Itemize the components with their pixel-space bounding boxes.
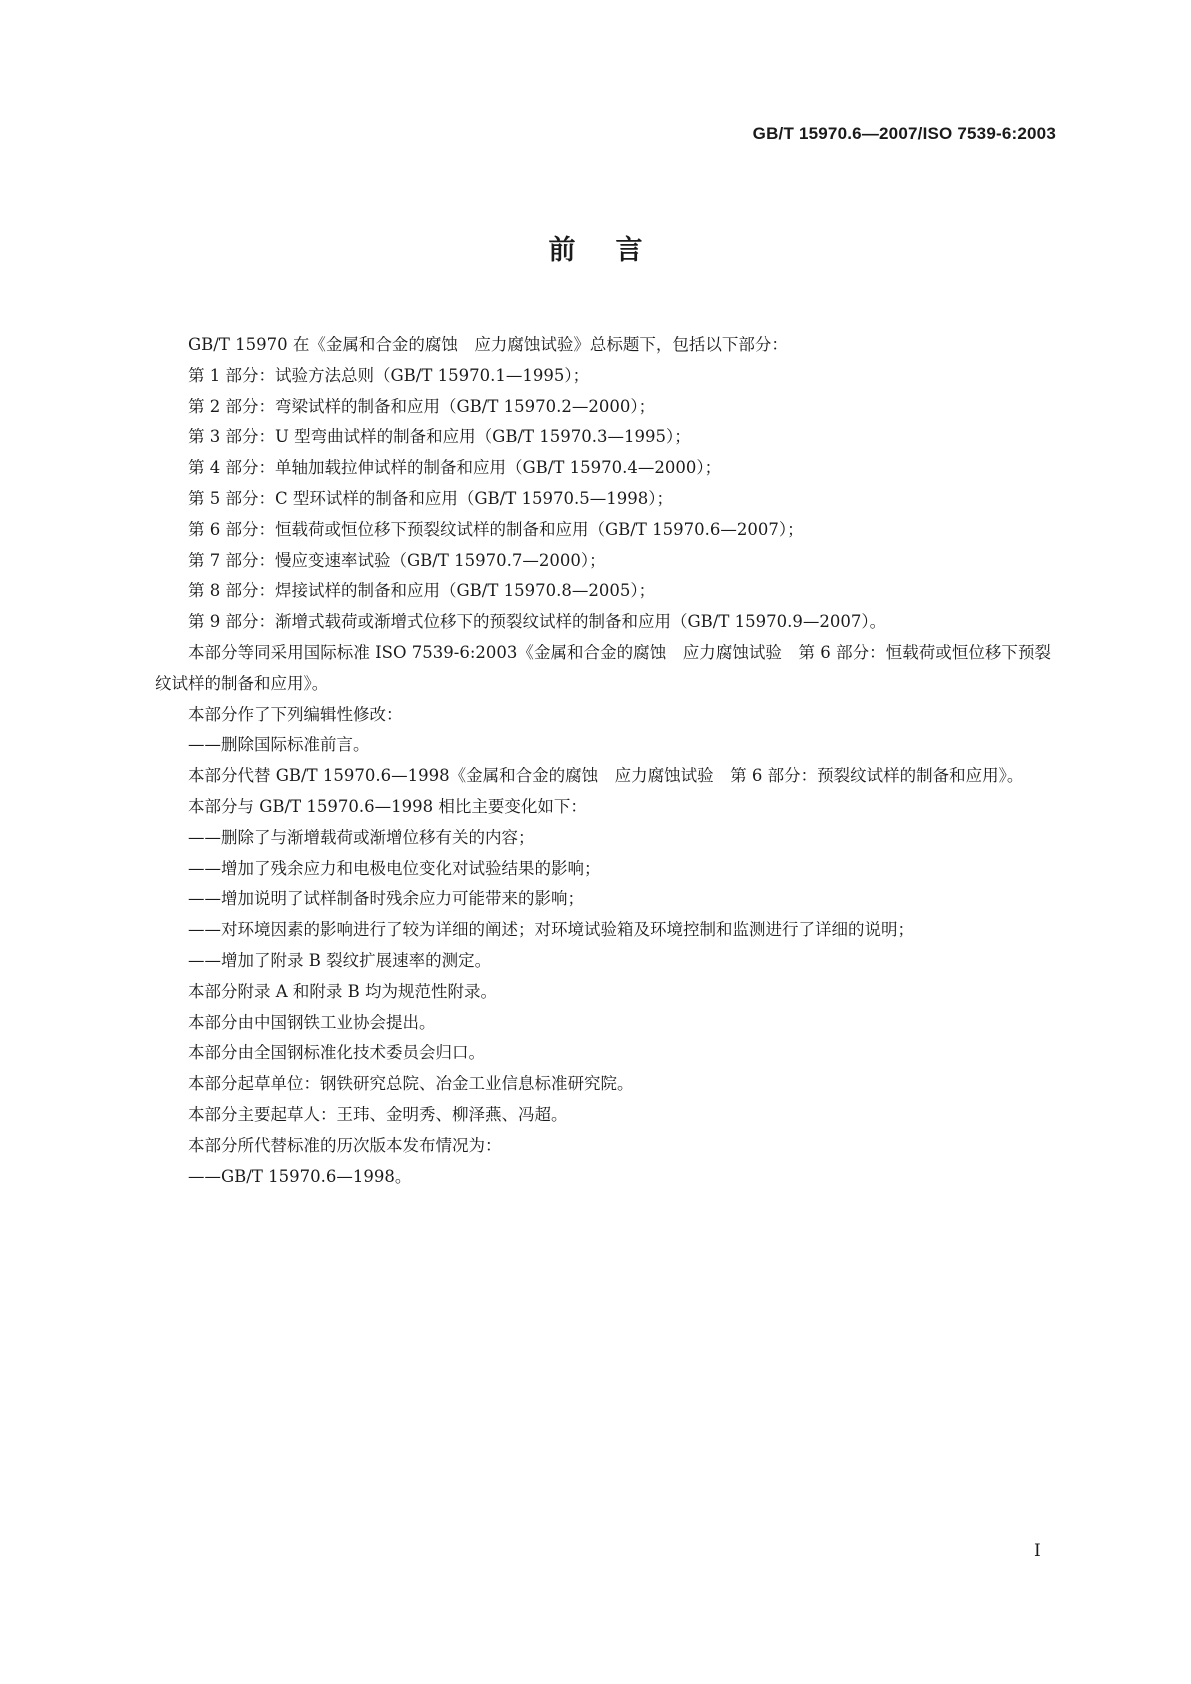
drafting-units-paragraph: 本部分起草单位：钢铁研究总院、冶金工业信息标准研究院。 [188,1074,634,1094]
main-changes-paragraph: 本部分与 GB/T 15970.6—1998 相比主要变化如下： [188,796,587,816]
part-5-item: 第 5 部分：C 型环试样的制备和应用（GB/T 15970.5—1998）； [188,488,673,508]
replacement-paragraph: 本部分代替 GB/T 15970.6—1998《金属和合金的腐蚀 应力腐蚀试验 第 6 部分：预裂纹试样的制备和应用》。 [188,766,1024,786]
standard-code: GB/T 15970.6—2007/ISO 7539-6:2003 [752,124,1056,143]
adoption-paragraph: 本部分等同采用国际标准 ISO 7539-6:2003《金属和合金的腐蚀 应力腐蚀试验 第 6 部分：恒载荷或恒位移下预裂纹试样的制备和应用》。 [155,642,1051,693]
proposer-paragraph: 本部分由中国钢铁工业协会提出。 [188,1012,436,1032]
dash-list-item: ——删除国际标准前言。 [188,735,370,755]
foreword-body [155,330,1051,1192]
part-9-item: 第 9 部分：渐增式载荷或渐增式位移下的预裂纹试样的制备和应用（GB/T 15970.9—2007）。 [188,612,887,632]
history-paragraph: 本部分所代替标准的历次版本发布情况为： [188,1135,502,1155]
part-7-item: 第 7 部分：慢应变速率试验（GB/T 15970.7—2000）； [188,550,606,570]
dash-list-item: ——增加了残余应力和电极电位变化对试验结果的影响； [188,858,601,878]
part-6-item: 第 6 部分：恒载荷或恒位移下预裂纹试样的制备和应用（GB/T 15970.6—2007）； [188,519,804,539]
dash-list-item: ——GB/T 15970.6—1998。 [188,1166,412,1186]
dash-list-item: ——增加说明了试样制备时残余应力可能带来的影响； [188,889,584,909]
part-4-item: 第 4 部分：单轴加载拉伸试样的制备和应用（GB/T 15970.4—2000）； [188,458,722,478]
annex-paragraph: 本部分附录 A 和附录 B 均为规范性附录。 [188,981,498,1001]
page-number: I [1034,1541,1041,1561]
drafters-paragraph: 本部分主要起草人：王玮、金明秀、柳泽燕、冯超。 [188,1104,568,1124]
intro-paragraph: GB/T 15970 在《金属和合金的腐蚀 应力腐蚀试验》总标题下，包括以下部分： [188,335,788,354]
part-8-item: 第 8 部分：焊接试样的制备和应用（GB/T 15970.8—2005）； [188,581,656,601]
page-title: 前言 [548,235,683,266]
committee-paragraph: 本部分由全国钢标准化技术委员会归口。 [188,1043,485,1063]
dash-list-item: ——对环境因素的影响进行了较为详细的阐述；对环境试验箱及环境控制和监测进行了详细的说明； [188,920,914,940]
editorial-changes-paragraph: 本部分作了下列编辑性修改： [188,704,403,724]
dash-list-item: ——增加了附录 B 裂纹扩展速率的测定。 [188,950,492,970]
part-3-item: 第 3 部分：U 型弯曲试样的制备和应用（GB/T 15970.3—1995）； [188,427,691,447]
part-2-item: 第 2 部分：弯梁试样的制备和应用（GB/T 15970.2—2000）； [188,396,656,416]
dash-list-item: ——删除了与渐增载荷或渐增位移有关的内容； [188,827,535,847]
part-1-item: 第 1 部分：试验方法总则（GB/T 15970.1—1995）； [188,365,590,385]
